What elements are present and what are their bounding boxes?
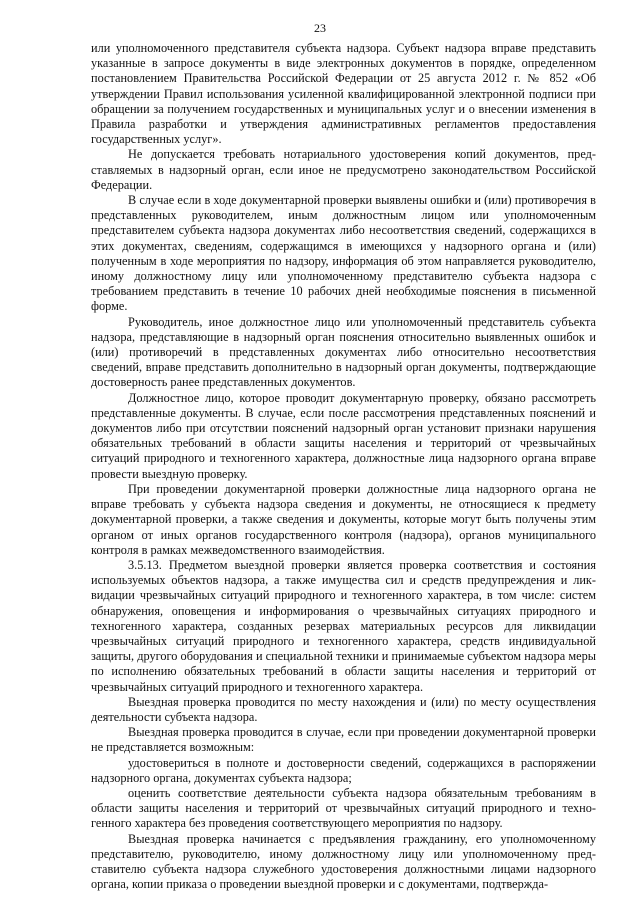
paragraph-explanations: Руководитель, иное должностное лицо или уполномоченный представитель субъекта надзора, представляющие в надзорный орган пояснения относительно выявленных ошибок и (или) противоречий в представленных документах либо относительно несоответствия сведений, вправе представить дополнительно в надзорный орган документы, подтверждающие достоверность ранее представленных документов. [91, 314, 596, 390]
page-number: 23 [314, 21, 326, 35]
paragraph-errors-found: В случае если в ходе документарной проверки выявлены ошибки и (или) противоречия в представленных руководителем, иным должностным лицом или уполномоченным представителем субъекта надзора документах либо несоответствия сведений, содержащихся в этих документах, сведениям, содержащимся в имеющихся у надзорного органа и (или) полученным в ходе мероприятия по надзору, информация об этом направляется руководителю, иному должностному лицу или уполномоченному представителю субъекта надзора с требованием представить в течение 10 рабочих дней необходимые пояснения в письменной форме. [91, 193, 596, 314]
paragraph-verify-completeness: удостовериться в полноте и достоверности сведений, содержащихся в распоряжении надзорного органа, документах субъекта надзора; [91, 755, 596, 785]
paragraph-continuation: или уполномоченного представителя субъекта надзора. Субъект надзора вправе представить указанные в запросе документы в виде электронных документов в порядке, определенном постановлением Правительства Российской Федерации от 25 августа 2012 г. № 852 «Об утверждении Правил использования усиленной квалифицированной электронной подписи при обращении за получением государственных и муниципальных услуг и о внесении изменения в Правила разработки и утверждения административных регламентов предоставления государственных услуг». [91, 41, 596, 147]
paragraph-assess-compliance: оценить соответствие деятельности субъекта надзора обязательным требованиям в области защиты населения и территорий от чрезвычайных ситуаций природного и техногенного характера без проведения соответствующего мероприятия по надзору. [91, 785, 596, 831]
paragraph-notarization: Не допускается требовать нотариального удостоверения копий документов, представляемых в надзорный орган, если иное не предусмотрено законодательством Российской Федерации. [91, 147, 596, 192]
paragraph-inspection-start: Выездная проверка начинается с предъявления гражданину, его уполномоченному представителю, руководителю, иному должностному лицу или уполномоченному представителю субъекта надзора служебного удостоверения должностными лицами надзорного органа, копии приказа о проведении выездной проверки и с документами, подтвержда- [91, 831, 596, 892]
document-body [91, 41, 596, 892]
paragraph-review-obligation: Должностное лицо, которое проводит документарную проверку, обязано рассмотреть представленные документы. В случае, если после рассмотрения представленных пояснений и документов либо при отсутствии пояснений надзорный орган установит признаки нарушения обязательных требований в области защиты населения и территорий от чрезвычайных ситуаций природного и техногенного характера, должностные лица надзорного органа вправе провести выездную проверку. [91, 390, 596, 481]
paragraph-section-3-5-13: 3.5.13. Предметом выездной проверки является проверка соответствия и состояния используемых объектов надзора, а также имущества сил и средств предупреждения и ликвидации чрезвычайных ситуаций природного и техногенного характера, в том числе: систем обнаружения, оповещения и информирования о чрезвычайных ситуациях природного и техногенного характера, созданных резервах материальных ресурсов для ликвидации чрезвычайных ситуаций природного и техногенного характера, средств индивидуальной защиты, другого оборудования и специальной техники и принимаемые субъектом надзора меры по исполнению обязательных требований в области защиты населения и территорий от чрезвычайных ситуаций природного и техногенного характера. [91, 557, 596, 694]
paragraph-prohibited-requests: При проведении документарной проверки должностные лица надзорного органа не вправе требовать у субъекта надзора сведения и документы, не относящиеся к предмету документарной проверки, а также сведения и документы, которые могут быть получены этим органом от иных органов государственного контроля (надзора), органов муниципального контроля в рамках межведомственного взаимодействия. [91, 481, 596, 557]
paragraph-inspection-conditions: Выездная проверка проводится в случае, если при проведении документарной проверки не представляется возможным: [91, 725, 596, 755]
paragraph-inspection-location: Выездная проверка проводится по месту нахождения и (или) по месту осуществления деятельности субъекта надзора. [91, 694, 596, 724]
